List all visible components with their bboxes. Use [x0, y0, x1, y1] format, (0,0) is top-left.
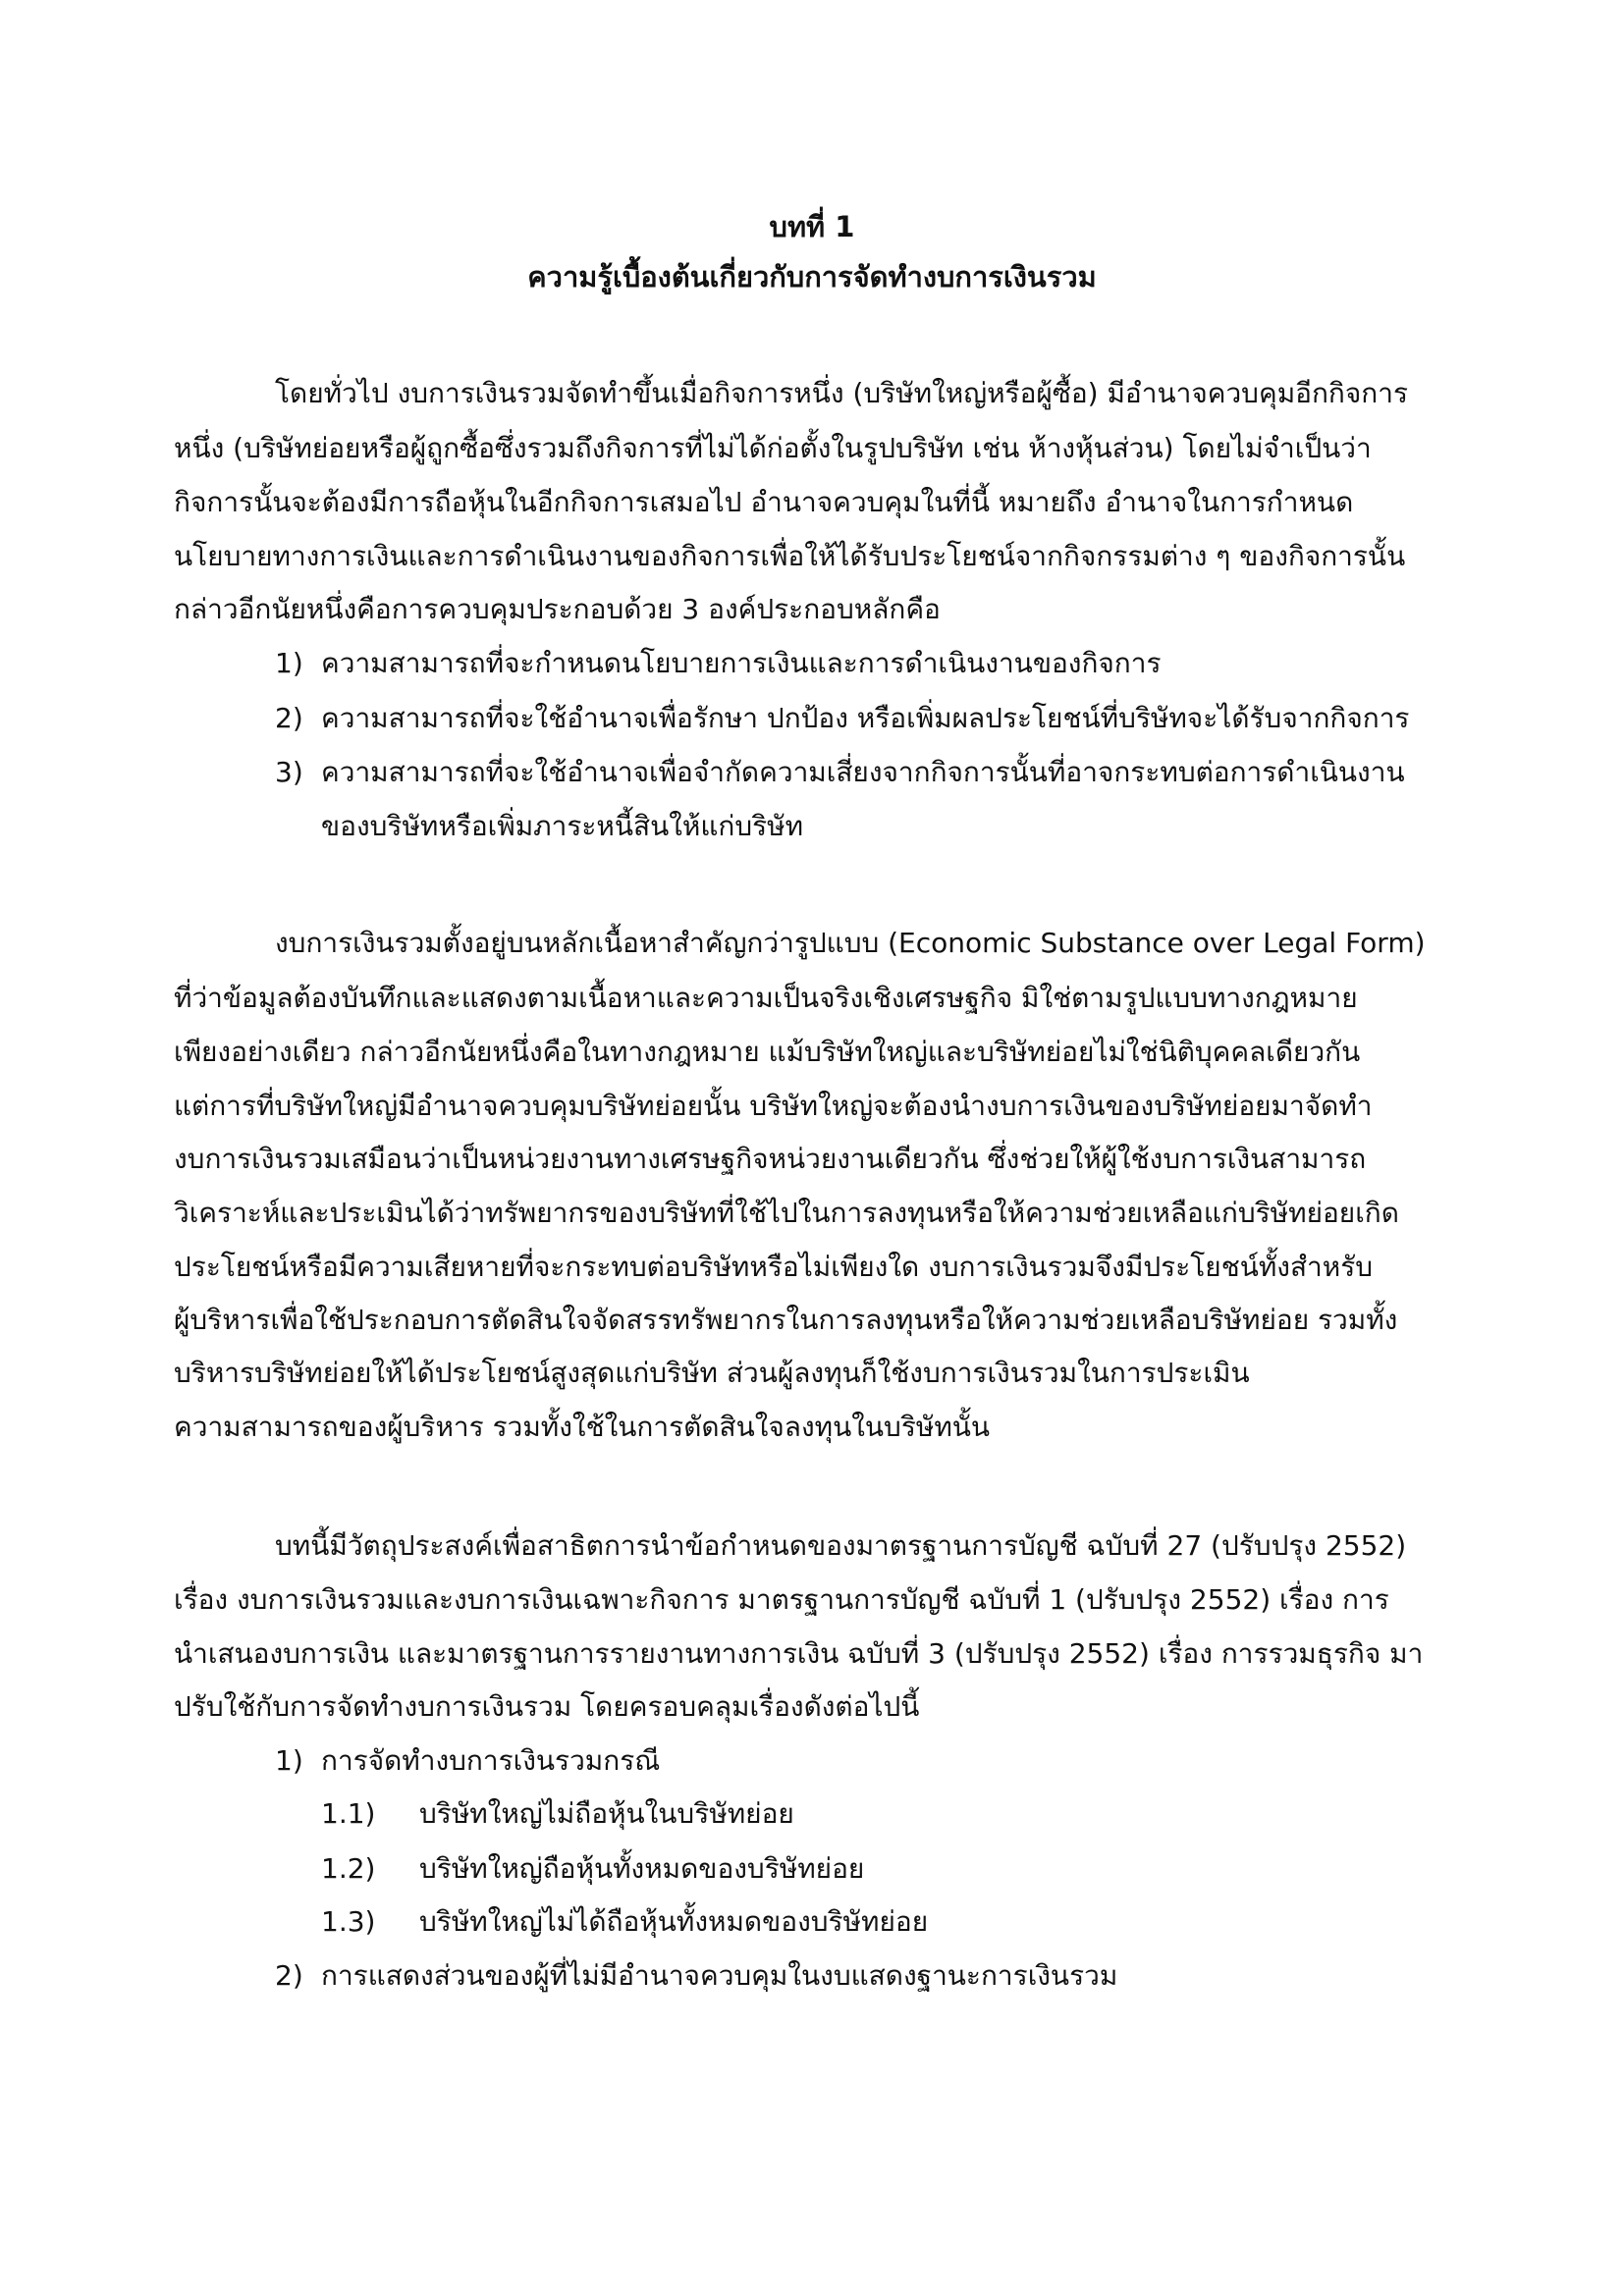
- paragraph-line: ความสามารถของผู้บริหาร รวมทั้งใช้ในการตัดสินใจลงทุนในบริษัทนั้น: [174, 1411, 991, 1443]
- paragraph-line: บทนี้มีวัตถุประสงค์เพื่อสาธิตการนำข้อกำหนดของมาตรฐานการบัญชี ฉบับที่ 27 (ปรับปรุง 2552): [275, 1529, 1407, 1562]
- sublist-item-number: 1.1): [321, 1797, 376, 1830]
- paragraph-line: ที่ว่าข้อมูลต้องบันทึกและแสดงตามเนื้อหาและความเป็นจริงเชิงเศรษฐกิจ มิใช่ตามรูปแบบทางกฎหมาย: [174, 982, 1358, 1014]
- paragraph-line: งบการเงินรวมตั้งอยู่บนหลักเนื้อหาสำคัญกว่ารูปแบบ (Economic Substance over Legal Form): [275, 927, 1426, 959]
- chapter-number: บทที่ 1: [769, 210, 855, 243]
- paragraph-line: โดยทั่วไป งบการเงินรวมจัดทำขึ้นเมื่อกิจการหนึ่ง (บริษัทใหญ่หรือผู้ซื้อ) มีอำนาจควบคุมอีกกิจการ: [275, 377, 1408, 409]
- list-item-number: 2): [275, 702, 303, 734]
- sublist-item-number: 1.3): [321, 1905, 376, 1938]
- paragraph-line: งบการเงินรวมเสมือนว่าเป็นหน่วยงานทางเศรษฐกิจหน่วยงานเดียวกัน ซึ่งช่วยให้ผู้ใช้งบการเงินสามารถ: [174, 1143, 1367, 1175]
- paragraph-line: หนึ่ง (บริษัทย่อยหรือผู้ถูกซื้อซึ่งรวมถึงกิจการที่ไม่ได้ก่อตั้งในรูปบริษัท เช่น ห้างหุ้นส่วน) โดยไม่จำเป็นว่า: [174, 432, 1372, 464]
- paragraph-line: แต่การที่บริษัทใหญ่มีอำนาจควบคุมบริษัทย่อยนั้น บริษัทใหญ่จะต้องนำงบการเงินของบริษัทย่อยมาจัดทำ: [174, 1090, 1373, 1122]
- list-item-number: 2): [275, 1959, 303, 1992]
- paragraph-line: ประโยชน์หรือมีความเสียหายที่จะกระทบต่อบริษัทหรือไม่เพียงใด งบการเงินรวมจึงมีประโยชน์ทั้งสำหรับ: [174, 1251, 1374, 1283]
- list-item-text: ความสามารถที่จะใช้อำนาจเพื่อจำกัดความเสี่ยงจากกิจการนั้นที่อาจกระทบต่อการดำเนินงาน: [321, 756, 1405, 788]
- sublist-item-text: บริษัทใหญ่ไม่ได้ถือหุ้นทั้งหมดของบริษัทย่อย: [419, 1905, 929, 1938]
- paragraph-line: กล่าวอีกนัยหนึ่งคือการควบคุมประกอบด้วย 3 องค์ประกอบหลักคือ: [174, 593, 941, 625]
- paragraph-line: ปรับใช้กับการจัดทำงบการเงินรวม โดยครอบคลุมเรื่องดังต่อไปนี้: [174, 1690, 920, 1723]
- list-item-number: 3): [275, 756, 303, 788]
- paragraph-line: กิจการนั้นจะต้องมีการถือหุ้นในอีกกิจการเสมอไป อำนาจควบคุมในที่นี้ หมายถึง อำนาจในการกำหนด: [174, 486, 1354, 518]
- sublist-item-number: 1.2): [321, 1852, 376, 1885]
- paragraph-line: วิเคราะห์และประเมินได้ว่าทรัพยากรของบริษัทที่ใช้ไปในการลงทุนหรือให้ความช่วยเหลือแก่บริษัทย่อยเกิด: [174, 1197, 1399, 1229]
- list-item-text: ความสามารถที่จะใช้อำนาจเพื่อรักษา ปกป้อง หรือเพิ่มผลประโยชน์ที่บริษัทจะได้รับจากกิจการ: [321, 702, 1410, 734]
- paragraph-line: บริหารบริษัทย่อยให้ได้ประโยชน์สูงสุดแก่บริษัท ส่วนผู้ลงทุนก็ใช้งบการเงินรวมในการประเมิน: [174, 1357, 1250, 1389]
- paragraph-line: นโยบายทางการเงินและการดำเนินงานของกิจการเพื่อให้ได้รับประโยชน์จากกิจกรรมต่าง ๆ ของกิจการนั้น: [174, 540, 1406, 572]
- chapter-title: ความรู้เบื้องต้นเกี่ยวกับการจัดทำงบการเงินรวม: [527, 260, 1097, 294]
- list-item-number: 1): [275, 1744, 303, 1777]
- paragraph-line: เพียงอย่างเดียว กล่าวอีกนัยหนึ่งคือในทางกฎหมาย แม้บริษัทใหญ่และบริษัทย่อยไม่ใช่นิติบุคคลเดียวกัน: [174, 1036, 1361, 1068]
- list-item-text: การแสดงส่วนของผู้ที่ไม่มีอำนาจควบคุมในงบแสดงฐานะการเงินรวม: [321, 1959, 1118, 1992]
- paragraph-line: ผู้บริหารเพื่อใช้ประกอบการตัดสินใจจัดสรรทรัพยากรในการลงทุนหรือให้ความช่วยเหลือบริษัทย่อย รวมทั้ง: [174, 1304, 1398, 1336]
- paragraph-line: เรื่อง งบการเงินรวมและงบการเงินเฉพาะกิจการ มาตรฐานการบัญชี ฉบับที่ 1 (ปรับปรุง 2552) เรื่อง การ: [174, 1583, 1389, 1616]
- sublist-item-text: บริษัทใหญ่ถือหุ้นทั้งหมดของบริษัทย่อย: [419, 1852, 865, 1885]
- list-item-text: ของบริษัทหรือเพิ่มภาระหนี้สินให้แก่บริษัท: [321, 810, 804, 842]
- list-item-number: 1): [275, 647, 303, 679]
- sublist-item-text: บริษัทใหญ่ไม่ถือหุ้นในบริษัทย่อย: [419, 1797, 794, 1830]
- paragraph-line: นำเสนองบการเงิน และมาตรฐานการรายงานทางการเงิน ฉบับที่ 3 (ปรับปรุง 2552) เรื่อง การรวมธุรกิจ มา: [174, 1637, 1424, 1670]
- list-item-text: ความสามารถที่จะกำหนดนโยบายการเงินและการดำเนินงานของกิจการ: [321, 647, 1162, 679]
- list-item-text: การจัดทำงบการเงินรวมกรณี: [321, 1744, 661, 1777]
